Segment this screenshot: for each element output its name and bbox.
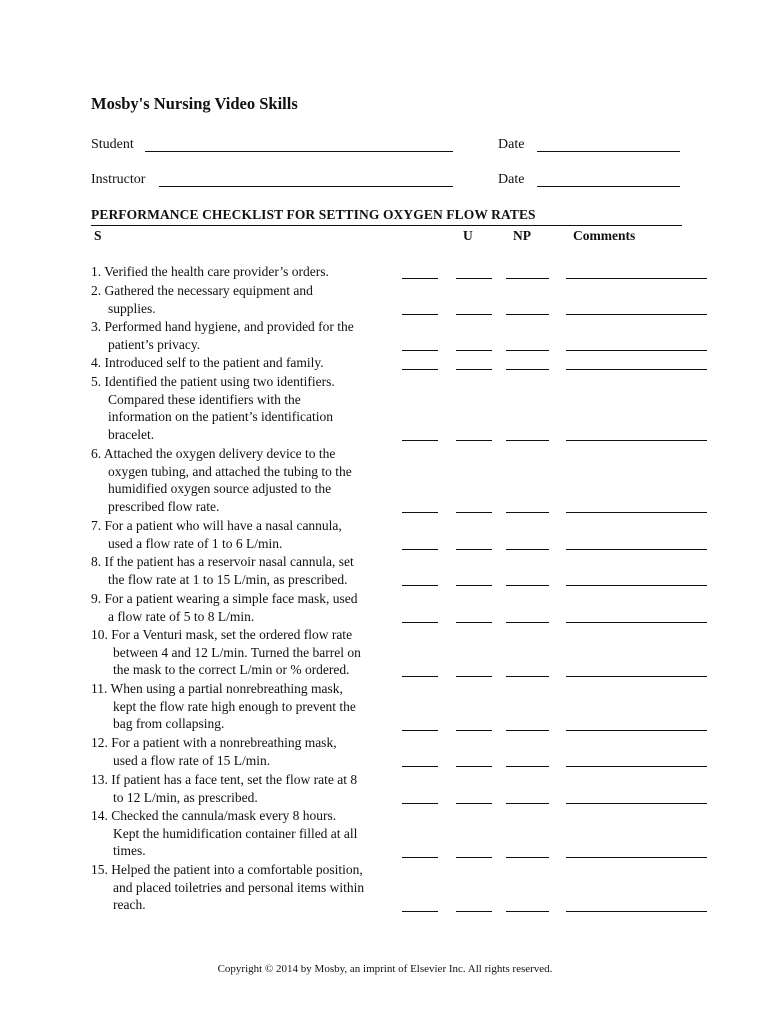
blank-comments-line[interactable]: [566, 803, 707, 804]
blank-s-line[interactable]: [402, 314, 438, 315]
blank-np-line[interactable]: [506, 314, 549, 315]
blank-u-line[interactable]: [456, 278, 492, 279]
blank-s-line[interactable]: [402, 278, 438, 279]
checklist-item-text: 11. When using a partial nonrebreathing mask,: [91, 681, 343, 696]
blank-np-line[interactable]: [506, 585, 549, 586]
checklist-item-text: Kept the humidification container filled at all: [113, 825, 358, 841]
checklist-item-text: Compared these identifiers with the: [108, 391, 301, 407]
blank-u-line[interactable]: [456, 766, 492, 767]
checklist-item-text: to 12 L/min, as prescribed.: [113, 789, 258, 805]
date-label: Date: [498, 137, 525, 152]
checklist-item-text: 4. Introduced self to the patient and family.: [91, 355, 324, 370]
checklist-item: [91, 734, 403, 769]
checklist-item: [91, 861, 403, 914]
blank-comments-line[interactable]: [566, 585, 707, 586]
checklist-item-text: 7. For a patient who will have a nasal cannula,: [91, 518, 342, 533]
checklist-item-text: a flow rate of 5 to 8 L/min.: [108, 608, 255, 624]
checklist-item-text: 6. Attached the oxygen delivery device to the: [91, 446, 336, 461]
blank-u-line[interactable]: [456, 911, 492, 912]
checklist-item-text: the flow rate at 1 to 15 L/min, as prescribed.: [108, 571, 348, 587]
checklist-item-text: between 4 and 12 L/min. Turned the barrel on: [113, 644, 361, 660]
student-input-line[interactable]: [145, 151, 453, 152]
checklist-item-text: 9. For a patient wearing a simple face mask, used: [91, 591, 358, 606]
blank-s-line[interactable]: [402, 350, 438, 351]
blank-s-line[interactable]: [402, 622, 438, 623]
checklist-item: [91, 445, 403, 515]
checklist-item-text: patient’s privacy.: [108, 336, 201, 352]
blank-np-line[interactable]: [506, 857, 549, 858]
blank-u-line[interactable]: [456, 803, 492, 804]
blank-np-line[interactable]: [506, 622, 549, 623]
blank-s-line[interactable]: [402, 549, 438, 550]
blank-u-line[interactable]: [456, 549, 492, 550]
blank-comments-line[interactable]: [566, 440, 707, 441]
checklist-item-text: 13. If patient has a face tent, set the flow rate at 8: [91, 772, 358, 787]
checklist-item-text: supplies.: [108, 300, 156, 316]
instructor-input-line[interactable]: [159, 186, 453, 187]
blank-comments-line[interactable]: [566, 314, 707, 315]
blank-s-line[interactable]: [402, 803, 438, 804]
checklist-item-text: prescribed flow rate.: [108, 498, 220, 514]
blank-np-line[interactable]: [506, 369, 549, 370]
date-input-line[interactable]: [537, 151, 680, 152]
blank-u-line[interactable]: [456, 369, 492, 370]
checklist-item-text: 14. Checked the cannula/mask every 8 hours.: [91, 808, 337, 823]
blank-comments-line[interactable]: [566, 549, 707, 550]
blank-comments-line[interactable]: [566, 766, 707, 767]
blank-u-line[interactable]: [456, 676, 492, 677]
checklist-item-text: 2. Gathered the necessary equipment and: [91, 283, 313, 298]
blank-s-line[interactable]: [402, 676, 438, 677]
blank-np-line[interactable]: [506, 350, 549, 351]
blank-comments-line[interactable]: [566, 278, 707, 279]
blank-s-line[interactable]: [402, 911, 438, 912]
blank-comments-line[interactable]: [566, 857, 707, 858]
blank-s-line[interactable]: [402, 585, 438, 586]
checklist-item-text: kept the flow rate high enough to prevent the: [113, 698, 356, 714]
blank-u-line[interactable]: [456, 622, 492, 623]
blank-np-line[interactable]: [506, 911, 549, 912]
blank-u-line[interactable]: [456, 585, 492, 586]
blank-np-line[interactable]: [506, 512, 549, 513]
blank-comments-line[interactable]: [566, 512, 707, 513]
blank-s-line[interactable]: [402, 369, 438, 370]
blank-np-line[interactable]: [506, 278, 549, 279]
blank-np-line[interactable]: [506, 766, 549, 767]
checklist-item: [91, 282, 403, 317]
column-header-np: NP: [513, 228, 531, 243]
heading-rule: [91, 225, 682, 226]
blank-comments-line[interactable]: [566, 911, 707, 912]
checklist-item-text: information on the patient’s identification: [108, 409, 333, 425]
checklist-item-text: oxygen tubing, and attached the tubing to the: [108, 463, 352, 479]
blank-comments-line[interactable]: [566, 350, 707, 351]
blank-u-line[interactable]: [456, 350, 492, 351]
student-label: Student: [91, 137, 134, 152]
blank-comments-line[interactable]: [566, 676, 707, 677]
blank-u-line[interactable]: [456, 857, 492, 858]
checklist-heading: PERFORMANCE CHECKLIST FOR SETTING OXYGEN FLOW RATES: [91, 207, 536, 222]
checklist-item-text: used a flow rate of 1 to 6 L/min.: [108, 535, 283, 551]
checklist-item-text: and placed toiletries and personal items within: [113, 879, 365, 895]
blank-u-line[interactable]: [456, 512, 492, 513]
date-input-line-2[interactable]: [537, 186, 680, 187]
column-header-comments: Comments: [573, 228, 636, 243]
blank-comments-line[interactable]: [566, 369, 707, 370]
checklist-item: [91, 771, 403, 806]
blank-np-line[interactable]: [506, 803, 549, 804]
checklist-item: [91, 373, 403, 443]
blank-np-line[interactable]: [506, 549, 549, 550]
checklist-item-text: 8. If the patient has a reservoir nasal cannula, set: [91, 554, 354, 569]
blank-u-line[interactable]: [456, 730, 492, 731]
copyright-footer: Copyright © 2014 by Mosby, an imprint of Elsevier Inc. All rights reserved.: [217, 963, 553, 975]
blank-u-line[interactable]: [456, 440, 492, 441]
checklist-item-text: 15. Helped the patient into a comfortable position,: [91, 862, 363, 877]
checklist-item-text: used a flow rate of 15 L/min.: [113, 752, 271, 768]
blank-comments-line[interactable]: [566, 730, 707, 731]
checklist-item: [91, 680, 403, 733]
checklist-item-text: 3. Performed hand hygiene, and provided for the: [91, 319, 354, 334]
checklist-item-text: 5. Identified the patient using two identifiers.: [91, 374, 335, 389]
blank-s-line[interactable]: [402, 730, 438, 731]
column-header-u: U: [463, 228, 473, 243]
checklist-item: [91, 553, 403, 588]
checklist-item-text: bracelet.: [108, 426, 155, 442]
checklist-item: [91, 590, 403, 625]
checklist-item-text: 1. Verified the health care provider’s orders.: [91, 264, 329, 279]
blank-np-line[interactable]: [506, 730, 549, 731]
blank-s-line[interactable]: [402, 857, 438, 858]
checklist-item-text: the mask to the correct L/min or % ordered.: [113, 662, 350, 678]
checklist-item-text: humidified oxygen source adjusted to the: [108, 481, 332, 497]
checklist-item: [91, 626, 403, 679]
checklist-item-text: 10. For a Venturi mask, set the ordered flow rate: [91, 627, 353, 642]
checklist-item-text: reach.: [113, 897, 146, 913]
blank-s-line[interactable]: [402, 512, 438, 513]
checklist-item: [91, 807, 403, 860]
column-header-s: S: [94, 228, 102, 243]
blank-s-line[interactable]: [402, 766, 438, 767]
blank-u-line[interactable]: [456, 314, 492, 315]
checklist-item: [91, 517, 403, 552]
checklist-item-text: times.: [113, 843, 146, 859]
checklist-item: [91, 354, 403, 372]
blank-np-line[interactable]: [506, 676, 549, 677]
document-title: Mosby's Nursing Video Skills: [91, 94, 298, 113]
instructor-label: Instructor: [91, 172, 146, 187]
checklist-item: [91, 318, 403, 353]
blank-comments-line[interactable]: [566, 622, 707, 623]
checklist-item: [91, 263, 403, 281]
checklist-item-text: 12. For a patient with a nonrebreathing mask,: [91, 735, 337, 750]
blank-s-line[interactable]: [402, 440, 438, 441]
checklist-item-text: bag from collapsing.: [113, 716, 225, 732]
date-label-2: Date: [498, 172, 525, 187]
blank-np-line[interactable]: [506, 440, 549, 441]
